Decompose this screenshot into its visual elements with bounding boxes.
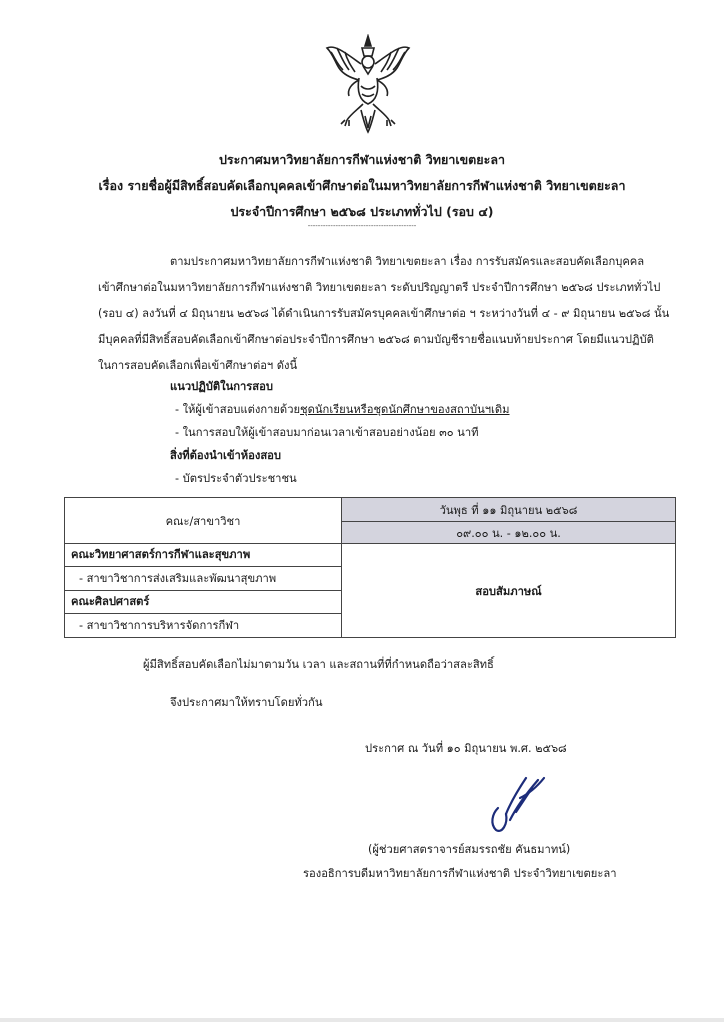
faculty-sports-science: คณะวิทยาศาสตร์การกีฬาและสุขภาพ: [65, 544, 341, 567]
faculty-liberal-arts: คณะศิลปศาสตร์: [65, 591, 341, 614]
body-line-4: มีบุคคลที่มีสิทธิ์สอบคัดเลือกเข้าศึกษาต่อประจำปีการศึกษา ๒๕๖๘ ตามบัญชีรายชื่อแนบท้ายประกาศ โดยมีแนวปฏิบัติ: [98, 333, 654, 346]
announcement-date: ประกาศ ณ วันที่ ๑๐ มิถุนายน พ.ศ. ๒๕๖๘: [365, 742, 567, 755]
signer-name: (ผู้ช่วยศาสตราจารย์สมรรถชัย คันธมาทน์): [368, 843, 571, 856]
faculty-column-header: คณะ/สาขาวิชา: [65, 498, 342, 544]
guideline-item-arrival: - ในการสอบให้ผู้เข้าสอบมาก่อนเวลาเข้าสอบอย่างน้อย ๓๐ นาที: [175, 426, 479, 439]
guidelines-heading: แนวปฏิบัติในการสอบ: [170, 380, 273, 393]
bring-item-id-card: - บัตรประจำตัวประชาชน: [175, 472, 297, 485]
guideline-dress-uniform: ชุดนักเรียนหรือชุดนักศึกษาของสถาบันฯเดิม: [300, 403, 510, 416]
body-line-2: เข้าศึกษาต่อในมหาวิทยาลัยการกีฬาแห่งชาติ วิทยาเขตยะลา ระดับปริญญาตรี ประจำปีการศึกษา ๒๕๖๘ ประเภททั่วไป: [98, 281, 661, 294]
garuda-emblem: [325, 34, 411, 136]
absence-note: ผู้มีสิทธิ์สอบคัดเลือกไม่มาตามวัน เวลา และสถานที่ที่กำหนดถือว่าสละสิทธิ์: [143, 658, 494, 671]
header-divider: -------------------------------------------: [307, 222, 417, 230]
exam-type-cell: สอบสัมภาษณ์: [342, 544, 676, 638]
page-bottom-edge: [0, 1018, 724, 1022]
major-health-promotion: - สาขาวิชาการส่งเสริมและพัฒนาสุขภาพ: [65, 567, 341, 591]
body-line-3: (รอบ ๔) ลงวันที่ ๔ มิถุนายน ๒๕๖๘ ได้ดำเนินการรับสมัครบุคคลเข้าศึกษาต่อ ฯ ระหว่างวันที่ ๔ - ๙ มิถุนายน ๒๕๖๘ นั้น: [98, 307, 670, 320]
closing-statement: จึงประกาศมาให้ทราบโดยทั่วกัน: [170, 696, 323, 709]
major-sports-management: - สาขาวิชาการบริหารจัดการกีฬา: [79, 619, 240, 632]
body-line-1: ตามประกาศมหาวิทยาลัยการกีฬาแห่งชาติ วิทยาเขตยะลา เรื่อง การรับสมัครและสอบคัดเลือกบุคคล: [170, 255, 645, 268]
signer-title: รองอธิการบดีมหาวิทยาลัยการกีฬาแห่งชาติ ประจำวิทยาเขตยะลา: [303, 867, 617, 880]
exam-time-header: ๐๙.๐๐ น. - ๑๒.๐๐ น.: [342, 522, 676, 544]
exam-date-header: วันพุธ ที่ ๑๑ มิถุนายน ๒๕๖๘: [342, 498, 676, 522]
exam-schedule-table: [64, 497, 676, 638]
body-line-5: ในการสอบคัดเลือกเพื่อเข้าศึกษาต่อฯ ดังนี้: [98, 359, 298, 372]
academic-year-line: ประจำปีการศึกษา ๒๕๖๘ ประเภททั่วไป (รอบ ๔): [230, 204, 494, 219]
announcement-subject: เรื่อง รายชื่อผู้มีสิทธิ์สอบคัดเลือกบุคคลเข้าศึกษาต่อในมหาวิทยาลัยการกีฬาแห่งชาติ วิทยาเขตยะลา: [98, 178, 626, 193]
guideline-dress-prefix: - ให้ผู้เข้าสอบแต่งกายด้วย: [175, 403, 301, 416]
bring-items-heading: สิ่งที่ต้องนำเข้าห้องสอบ: [170, 449, 282, 462]
faculty-list-cell: [65, 544, 342, 638]
announcement-title: ประกาศมหาวิทยาลัยการกีฬาแห่งชาติ วิทยาเขตยะลา: [218, 152, 506, 167]
handwritten-signature: [480, 768, 550, 838]
